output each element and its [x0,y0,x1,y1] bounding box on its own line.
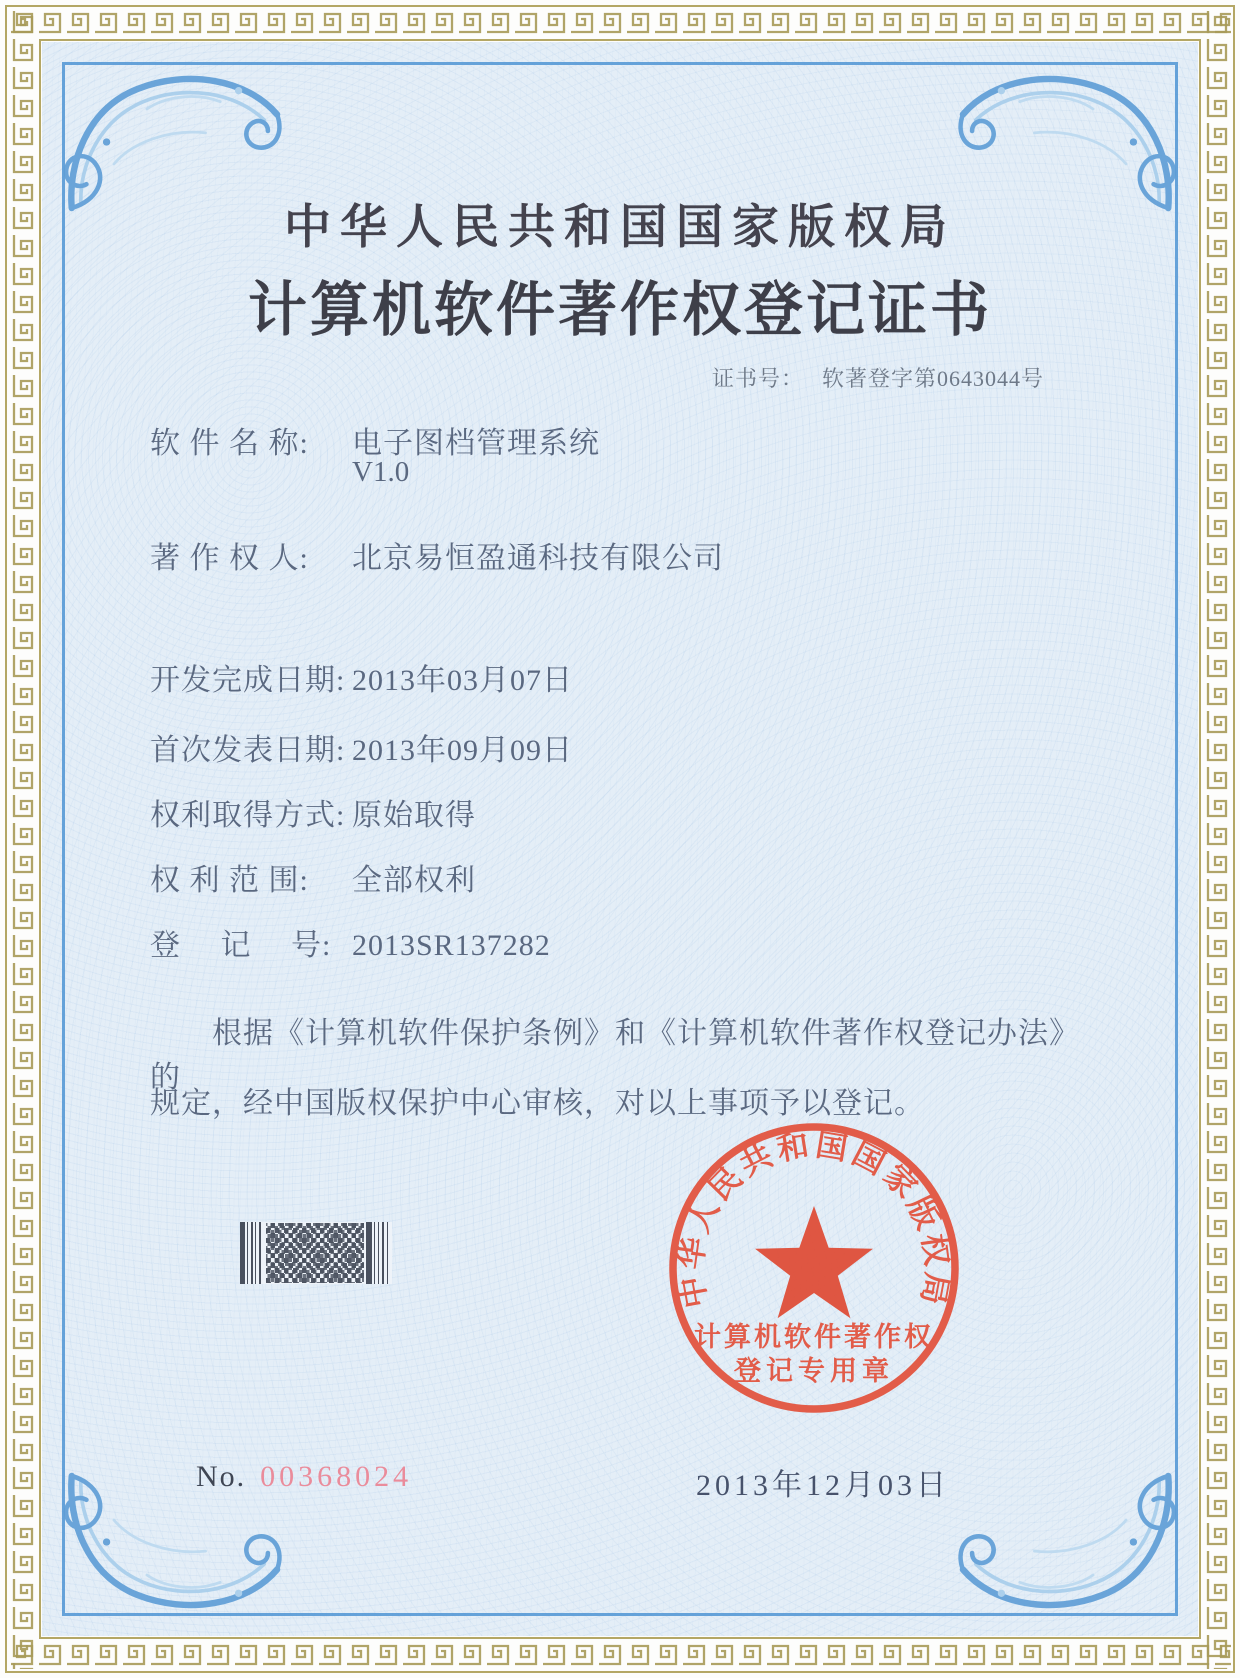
software-version: V1.0 [352,456,410,488]
field-label: 软 件 名 称: [150,427,309,460]
field-value: 电子图档管理系统 [352,427,600,460]
serial-number: 00368024 [260,1460,413,1493]
seal-star-icon [755,1206,873,1318]
certificate-title: 计算机软件著作权登记证书 [247,277,992,343]
barcode-data-region [266,1223,364,1283]
issue-date: 2013年12月03日 [696,1469,950,1502]
serial-label: No. [196,1460,247,1493]
statement-line-1: 根据《计算机软件保护条例》和《计算机软件著作权登记办法》的 [150,1017,1080,1094]
certificate-number-label: 证书号： [712,366,805,391]
field-label: 著 作 权 人: [150,542,309,575]
field-value: 2013年09月09日 [352,734,573,767]
seal-caption-line-2: 登记专用章 [734,1356,894,1386]
pdf417-barcode [240,1222,392,1284]
serial-number-line [196,1460,412,1494]
field-label: 开发完成日期: [150,664,346,697]
field-value: 原始取得 [352,799,476,832]
field-completion-date [150,655,573,699]
field-value: 2013年03月07日 [352,664,573,697]
statement-line-2: 规定，经中国版权保护中心审核，对以上事项予以登记。 [150,1087,925,1120]
authority-title: 中华人民共和国国家版权局 [284,202,956,254]
field-label: 权利取得方式: [150,799,346,832]
field-value: 2013SR137282 [352,929,551,962]
certificate-number-value: 软著登字第0643044号 [822,366,1045,391]
official-seal [664,1118,964,1418]
field-value: 全部权利 [352,864,476,897]
field-label: 登 记 号: [150,929,332,962]
field-copyright-owner [150,533,724,577]
field-registration-number [150,920,551,964]
field-value: 北京易恒盈通科技有限公司 [352,542,724,575]
field-acquisition-method [150,790,476,834]
seal-caption-line-1: 计算机软件著作权 [694,1322,934,1352]
field-label: 权 利 范 围: [150,864,309,897]
field-label: 首次发表日期: [150,734,346,767]
certificate-number-line [712,362,1044,393]
field-first-publication-date [150,725,573,769]
field-rights-scope [150,855,476,899]
seal-ring-text: 中华人民共和国国家版权局 [672,1127,956,1311]
